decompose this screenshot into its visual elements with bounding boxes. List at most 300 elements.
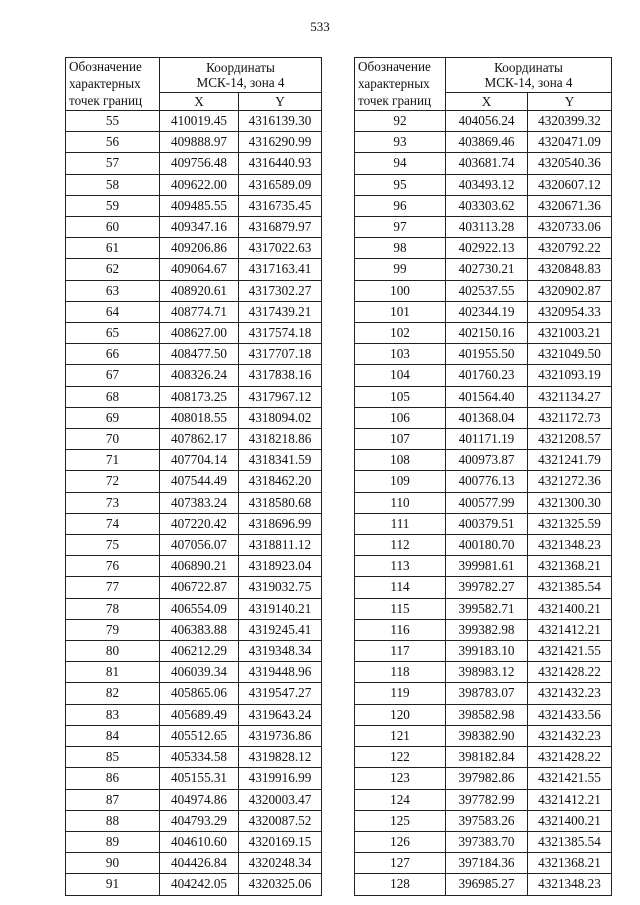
x-coordinate-cell: 404426.84 <box>160 853 239 874</box>
point-number-cell: 99 <box>355 259 446 280</box>
point-number-cell: 70 <box>66 429 160 450</box>
point-number-cell: 106 <box>355 407 446 428</box>
x-coordinate-cell: 400577.99 <box>446 492 528 513</box>
point-number-cell: 127 <box>355 853 446 874</box>
point-number-cell: 108 <box>355 450 446 471</box>
y-coordinate-cell: 4321208.57 <box>528 429 612 450</box>
x-coordinate-cell: 405334.58 <box>160 747 239 768</box>
table-row <box>355 259 612 280</box>
table-row <box>66 195 322 216</box>
x-coordinate-cell: 402344.19 <box>446 301 528 322</box>
table-row <box>355 619 612 640</box>
table-row <box>66 238 322 259</box>
y-coordinate-cell: 4321272.36 <box>528 471 612 492</box>
table-row <box>66 513 322 534</box>
x-coordinate-cell: 408774.71 <box>160 301 239 322</box>
y-coordinate-cell: 4321003.21 <box>528 323 612 344</box>
point-number-cell: 104 <box>355 365 446 386</box>
table-row <box>66 789 322 810</box>
point-number-cell: 97 <box>355 217 446 238</box>
table-row <box>355 344 612 365</box>
designation-line-1: Обозначение <box>69 59 142 74</box>
y-coordinate-cell: 4316440.93 <box>239 153 322 174</box>
x-coordinate-cell: 397982.86 <box>446 768 528 789</box>
y-coordinate-cell: 4319348.34 <box>239 641 322 662</box>
table-row <box>66 280 322 301</box>
table-row <box>66 111 322 132</box>
y-coordinate-cell: 4321093.19 <box>528 365 612 386</box>
point-number-cell: 57 <box>66 153 160 174</box>
x-coordinate-cell: 405865.06 <box>160 683 239 704</box>
y-coordinate-cell: 4316735.45 <box>239 195 322 216</box>
y-coordinate-cell: 4321368.21 <box>528 853 612 874</box>
y-coordinate-cell: 4319140.21 <box>239 598 322 619</box>
point-number-cell: 123 <box>355 768 446 789</box>
x-coordinate-cell: 397583.26 <box>446 810 528 831</box>
table-row <box>66 853 322 874</box>
x-coordinate-cell: 406890.21 <box>160 556 239 577</box>
point-number-cell: 113 <box>355 556 446 577</box>
y-coordinate-cell: 4318923.04 <box>239 556 322 577</box>
point-number-cell: 87 <box>66 789 160 810</box>
y-coordinate-cell: 4318462.20 <box>239 471 322 492</box>
designation-line-3: точек границ <box>69 93 143 108</box>
y-coordinate-cell: 4316879.97 <box>239 217 322 238</box>
table-row <box>355 238 612 259</box>
y-coordinate-cell: 4320954.33 <box>528 301 612 322</box>
point-number-cell: 74 <box>66 513 160 534</box>
table-row <box>355 831 612 852</box>
point-number-cell: 90 <box>66 853 160 874</box>
y-coordinate-cell: 4319736.86 <box>239 725 322 746</box>
table-row <box>355 662 612 683</box>
x-coordinate-cell: 407056.07 <box>160 535 239 556</box>
table-row <box>66 747 322 768</box>
x-coordinate-cell: 408173.25 <box>160 386 239 407</box>
y-coordinate-cell: 4317707.18 <box>239 344 322 365</box>
point-number-cell: 79 <box>66 619 160 640</box>
x-column-header: X <box>160 93 239 111</box>
y-coordinate-cell: 4318218.86 <box>239 429 322 450</box>
y-coordinate-cell: 4320671.36 <box>528 195 612 216</box>
point-number-cell: 124 <box>355 789 446 810</box>
y-coordinate-cell: 4321428.22 <box>528 662 612 683</box>
y-coordinate-cell: 4319245.41 <box>239 619 322 640</box>
y-coordinate-cell: 4320399.32 <box>528 111 612 132</box>
table-row <box>355 386 612 407</box>
table-row <box>355 132 612 153</box>
y-coordinate-cell: 4321412.21 <box>528 789 612 810</box>
x-coordinate-cell: 409347.16 <box>160 217 239 238</box>
table-row <box>355 407 612 428</box>
x-coordinate-cell: 403681.74 <box>446 153 528 174</box>
x-column-header: X <box>446 93 528 111</box>
point-number-cell: 69 <box>66 407 160 428</box>
point-number-cell: 72 <box>66 471 160 492</box>
table-row <box>66 556 322 577</box>
table-row <box>66 217 322 238</box>
y-coordinate-cell: 4319032.75 <box>239 577 322 598</box>
x-coordinate-cell: 397184.36 <box>446 853 528 874</box>
designation-header <box>355 58 446 111</box>
y-coordinate-cell: 4318341.59 <box>239 450 322 471</box>
table-row <box>355 853 612 874</box>
table-row <box>66 768 322 789</box>
y-coordinate-cell: 4320003.47 <box>239 789 322 810</box>
y-coordinate-cell: 4321134.27 <box>528 386 612 407</box>
point-number-cell: 78 <box>66 598 160 619</box>
y-coordinate-cell: 4319643.24 <box>239 704 322 725</box>
y-column-header: Y <box>528 93 612 111</box>
x-coordinate-cell: 399382.98 <box>446 619 528 640</box>
x-coordinate-cell: 407220.42 <box>160 513 239 534</box>
designation-line-1: Обозначение <box>358 59 431 74</box>
table-row <box>355 323 612 344</box>
point-number-cell: 101 <box>355 301 446 322</box>
table-row <box>355 810 612 831</box>
point-number-cell: 83 <box>66 704 160 725</box>
x-coordinate-cell: 404056.24 <box>446 111 528 132</box>
point-number-cell: 126 <box>355 831 446 852</box>
point-number-cell: 75 <box>66 535 160 556</box>
point-number-cell: 91 <box>66 874 160 895</box>
y-coordinate-cell: 4320607.12 <box>528 174 612 195</box>
x-coordinate-cell: 402150.16 <box>446 323 528 344</box>
point-number-cell: 62 <box>66 259 160 280</box>
x-coordinate-cell: 399582.71 <box>446 598 528 619</box>
x-coordinate-cell: 409622.00 <box>160 174 239 195</box>
x-coordinate-cell: 398783.07 <box>446 683 528 704</box>
point-number-cell: 107 <box>355 429 446 450</box>
table-row <box>355 429 612 450</box>
x-coordinate-cell: 402922.13 <box>446 238 528 259</box>
table-row <box>355 556 612 577</box>
table-row <box>355 768 612 789</box>
table-row <box>66 704 322 725</box>
table-row <box>66 365 322 386</box>
table-row <box>355 217 612 238</box>
coordinates-header <box>446 58 612 93</box>
point-number-cell: 86 <box>66 768 160 789</box>
x-coordinate-cell: 403303.62 <box>446 195 528 216</box>
point-number-cell: 85 <box>66 747 160 768</box>
x-coordinate-cell: 406722.87 <box>160 577 239 598</box>
x-coordinate-cell: 407704.14 <box>160 450 239 471</box>
point-number-cell: 102 <box>355 323 446 344</box>
point-number-cell: 112 <box>355 535 446 556</box>
y-coordinate-cell: 4319828.12 <box>239 747 322 768</box>
x-coordinate-cell: 401955.50 <box>446 344 528 365</box>
point-number-cell: 55 <box>66 111 160 132</box>
point-number-cell: 128 <box>355 874 446 895</box>
x-coordinate-cell: 398382.90 <box>446 725 528 746</box>
y-coordinate-cell: 4321300.30 <box>528 492 612 513</box>
coordinates-table-left <box>65 57 322 896</box>
point-number-cell: 56 <box>66 132 160 153</box>
point-number-cell: 115 <box>355 598 446 619</box>
table-row <box>66 619 322 640</box>
table-row <box>66 662 322 683</box>
designation-line-3: точек границ <box>358 93 432 108</box>
y-coordinate-cell: 4318094.02 <box>239 407 322 428</box>
y-coordinate-cell: 4320848.83 <box>528 259 612 280</box>
point-number-cell: 64 <box>66 301 160 322</box>
point-number-cell: 125 <box>355 810 446 831</box>
y-coordinate-cell: 4321433.56 <box>528 704 612 725</box>
table-row <box>355 450 612 471</box>
x-coordinate-cell: 406554.09 <box>160 598 239 619</box>
point-number-cell: 103 <box>355 344 446 365</box>
y-coordinate-cell: 4321241.79 <box>528 450 612 471</box>
table-row <box>355 301 612 322</box>
y-coordinate-cell: 4318811.12 <box>239 535 322 556</box>
y-coordinate-cell: 4320902.87 <box>528 280 612 301</box>
point-number-cell: 92 <box>355 111 446 132</box>
table-row <box>66 725 322 746</box>
x-coordinate-cell: 409888.97 <box>160 132 239 153</box>
y-coordinate-cell: 4321348.23 <box>528 874 612 895</box>
table-row <box>66 450 322 471</box>
point-number-cell: 116 <box>355 619 446 640</box>
x-coordinate-cell: 403113.28 <box>446 217 528 238</box>
y-coordinate-cell: 4321432.23 <box>528 683 612 704</box>
y-coordinate-cell: 4321432.23 <box>528 725 612 746</box>
designation-line-2: характерных <box>358 76 430 91</box>
y-coordinate-cell: 4321049.50 <box>528 344 612 365</box>
x-coordinate-cell: 399183.10 <box>446 641 528 662</box>
point-number-cell: 89 <box>66 831 160 852</box>
x-coordinate-cell: 399981.61 <box>446 556 528 577</box>
y-coordinate-cell: 4321428.22 <box>528 747 612 768</box>
table-row <box>355 874 612 895</box>
point-number-cell: 82 <box>66 683 160 704</box>
point-number-cell: 114 <box>355 577 446 598</box>
point-number-cell: 73 <box>66 492 160 513</box>
point-number-cell: 110 <box>355 492 446 513</box>
y-coordinate-cell: 4320540.36 <box>528 153 612 174</box>
table-row <box>355 153 612 174</box>
y-coordinate-cell: 4321325.59 <box>528 513 612 534</box>
x-coordinate-cell: 409206.86 <box>160 238 239 259</box>
table-row <box>66 831 322 852</box>
x-coordinate-cell: 405689.49 <box>160 704 239 725</box>
table-row <box>66 535 322 556</box>
x-coordinate-cell: 401564.40 <box>446 386 528 407</box>
x-coordinate-cell: 407544.49 <box>160 471 239 492</box>
coordinates-line-1: Координаты <box>206 59 275 75</box>
point-number-cell: 109 <box>355 471 446 492</box>
table-row <box>66 132 322 153</box>
y-coordinate-cell: 4321400.21 <box>528 598 612 619</box>
table-row <box>355 683 612 704</box>
point-number-cell: 76 <box>66 556 160 577</box>
x-coordinate-cell: 408018.55 <box>160 407 239 428</box>
table-row <box>66 153 322 174</box>
x-coordinate-cell: 403493.12 <box>446 174 528 195</box>
x-coordinate-cell: 407383.24 <box>160 492 239 513</box>
page-number: 533 <box>310 19 330 34</box>
table-row <box>66 492 322 513</box>
y-coordinate-cell: 4319916.99 <box>239 768 322 789</box>
designation-header <box>66 58 160 111</box>
y-coordinate-cell: 4321421.55 <box>528 768 612 789</box>
point-number-cell: 66 <box>66 344 160 365</box>
table-row <box>355 577 612 598</box>
point-number-cell: 59 <box>66 195 160 216</box>
table-row <box>355 492 612 513</box>
designation-line-2: характерных <box>69 76 141 91</box>
table-row <box>66 810 322 831</box>
point-number-cell: 120 <box>355 704 446 725</box>
x-coordinate-cell: 410019.45 <box>160 111 239 132</box>
x-coordinate-cell: 398983.12 <box>446 662 528 683</box>
x-coordinate-cell: 408326.24 <box>160 365 239 386</box>
table-row <box>66 874 322 895</box>
table-row <box>355 111 612 132</box>
point-number-cell: 100 <box>355 280 446 301</box>
table-row <box>66 429 322 450</box>
table-row <box>66 259 322 280</box>
y-coordinate-cell: 4321172.73 <box>528 407 612 428</box>
point-number-cell: 88 <box>66 810 160 831</box>
point-number-cell: 93 <box>355 132 446 153</box>
x-coordinate-cell: 409064.67 <box>160 259 239 280</box>
x-coordinate-cell: 407862.17 <box>160 429 239 450</box>
x-coordinate-cell: 400379.51 <box>446 513 528 534</box>
table-row <box>355 471 612 492</box>
table-row <box>66 323 322 344</box>
point-number-cell: 67 <box>66 365 160 386</box>
y-coordinate-cell: 4316589.09 <box>239 174 322 195</box>
y-coordinate-cell: 4321368.21 <box>528 556 612 577</box>
table-row <box>66 471 322 492</box>
coordinates-header <box>160 58 322 93</box>
y-coordinate-cell: 4320325.06 <box>239 874 322 895</box>
y-coordinate-cell: 4321400.21 <box>528 810 612 831</box>
x-coordinate-cell: 398182.84 <box>446 747 528 768</box>
y-coordinate-cell: 4317838.16 <box>239 365 322 386</box>
point-number-cell: 98 <box>355 238 446 259</box>
table-row <box>355 725 612 746</box>
x-coordinate-cell: 400776.13 <box>446 471 528 492</box>
y-coordinate-cell: 4321385.54 <box>528 577 612 598</box>
y-coordinate-cell: 4321385.54 <box>528 831 612 852</box>
point-number-cell: 61 <box>66 238 160 259</box>
point-number-cell: 68 <box>66 386 160 407</box>
table-row <box>66 301 322 322</box>
x-coordinate-cell: 408477.50 <box>160 344 239 365</box>
x-coordinate-cell: 401171.19 <box>446 429 528 450</box>
x-coordinate-cell: 408920.61 <box>160 280 239 301</box>
x-coordinate-cell: 402730.21 <box>446 259 528 280</box>
y-coordinate-cell: 4320087.52 <box>239 810 322 831</box>
table-row <box>355 598 612 619</box>
x-coordinate-cell: 404610.60 <box>160 831 239 852</box>
y-coordinate-cell: 4316139.30 <box>239 111 322 132</box>
table-row <box>66 344 322 365</box>
y-coordinate-cell: 4317163.41 <box>239 259 322 280</box>
y-coordinate-cell: 4319448.96 <box>239 662 322 683</box>
point-number-cell: 94 <box>355 153 446 174</box>
table-row <box>355 704 612 725</box>
table-row <box>355 280 612 301</box>
x-coordinate-cell: 401368.04 <box>446 407 528 428</box>
x-coordinate-cell: 402537.55 <box>446 280 528 301</box>
table-row <box>66 641 322 662</box>
x-coordinate-cell: 405512.65 <box>160 725 239 746</box>
point-number-cell: 81 <box>66 662 160 683</box>
point-number-cell: 58 <box>66 174 160 195</box>
x-coordinate-cell: 399782.27 <box>446 577 528 598</box>
y-coordinate-cell: 4317439.21 <box>239 301 322 322</box>
table-row <box>355 789 612 810</box>
coordinates-line-1: Координаты <box>494 59 563 75</box>
point-number-cell: 84 <box>66 725 160 746</box>
point-number-cell: 118 <box>355 662 446 683</box>
x-coordinate-cell: 398582.98 <box>446 704 528 725</box>
point-number-cell: 96 <box>355 195 446 216</box>
y-coordinate-cell: 4316290.99 <box>239 132 322 153</box>
x-coordinate-cell: 404793.29 <box>160 810 239 831</box>
table-row <box>66 407 322 428</box>
point-number-cell: 122 <box>355 747 446 768</box>
x-coordinate-cell: 404242.05 <box>160 874 239 895</box>
y-coordinate-cell: 4320471.09 <box>528 132 612 153</box>
table-row <box>66 577 322 598</box>
y-coordinate-cell: 4317574.18 <box>239 323 322 344</box>
point-number-cell: 121 <box>355 725 446 746</box>
table-row <box>66 598 322 619</box>
point-number-cell: 71 <box>66 450 160 471</box>
x-coordinate-cell: 409485.55 <box>160 195 239 216</box>
x-coordinate-cell: 406212.29 <box>160 641 239 662</box>
y-coordinate-cell: 4317302.27 <box>239 280 322 301</box>
table-row <box>355 513 612 534</box>
point-number-cell: 60 <box>66 217 160 238</box>
table-row <box>355 535 612 556</box>
table-row <box>66 683 322 704</box>
table-row <box>355 641 612 662</box>
point-number-cell: 111 <box>355 513 446 534</box>
table-row <box>355 174 612 195</box>
y-coordinate-cell: 4318580.68 <box>239 492 322 513</box>
y-coordinate-cell: 4320792.22 <box>528 238 612 259</box>
point-number-cell: 65 <box>66 323 160 344</box>
y-coordinate-cell: 4321348.23 <box>528 535 612 556</box>
point-number-cell: 95 <box>355 174 446 195</box>
x-coordinate-cell: 409756.48 <box>160 153 239 174</box>
y-coordinate-cell: 4320248.34 <box>239 853 322 874</box>
x-coordinate-cell: 404974.86 <box>160 789 239 810</box>
y-coordinate-cell: 4321412.21 <box>528 619 612 640</box>
x-coordinate-cell: 408627.00 <box>160 323 239 344</box>
point-number-cell: 77 <box>66 577 160 598</box>
x-coordinate-cell: 403869.46 <box>446 132 528 153</box>
point-number-cell: 80 <box>66 641 160 662</box>
table-row <box>355 747 612 768</box>
y-coordinate-cell: 4321421.55 <box>528 641 612 662</box>
table-row <box>66 386 322 407</box>
x-coordinate-cell: 405155.31 <box>160 768 239 789</box>
y-column-header: Y <box>239 93 322 111</box>
y-coordinate-cell: 4320733.06 <box>528 217 612 238</box>
coordinates-line-2: МСК-14, зона 4 <box>484 75 573 90</box>
x-coordinate-cell: 397782.99 <box>446 789 528 810</box>
y-coordinate-cell: 4319547.27 <box>239 683 322 704</box>
x-coordinate-cell: 406383.88 <box>160 619 239 640</box>
x-coordinate-cell: 401760.23 <box>446 365 528 386</box>
point-number-cell: 119 <box>355 683 446 704</box>
